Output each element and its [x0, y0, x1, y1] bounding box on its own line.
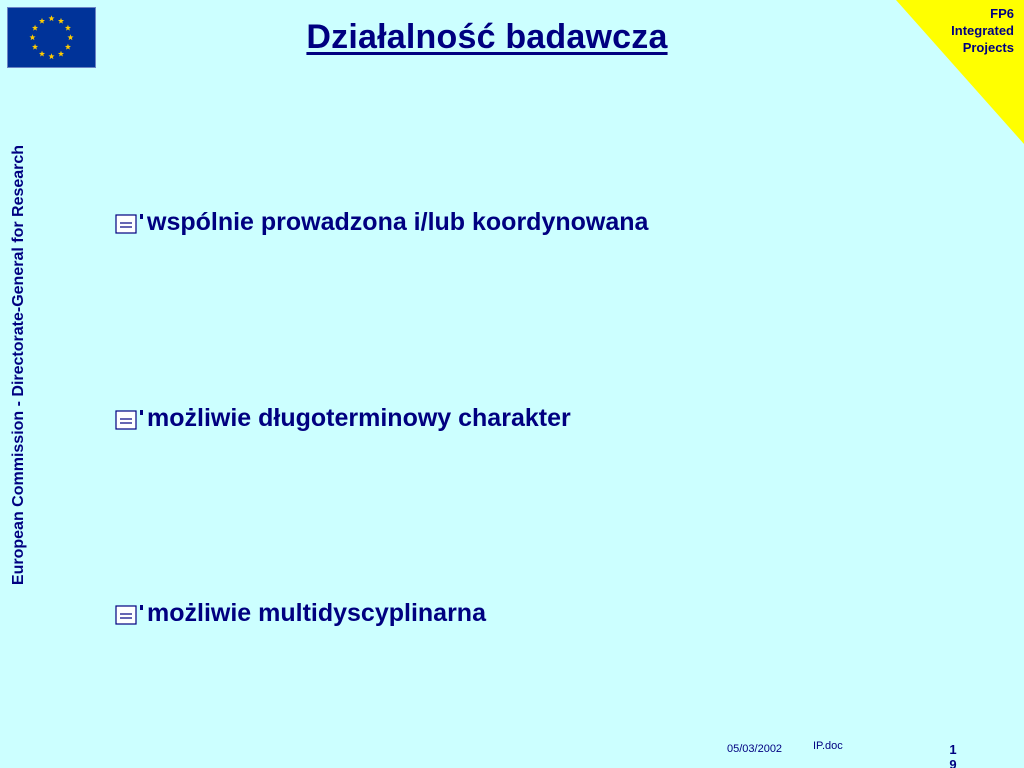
corner-label-line-2: Integrated [951, 23, 1014, 38]
bullet-item-1 [114, 208, 648, 237]
bullet-item-3 [114, 599, 486, 628]
footer-page-number: 19 [949, 742, 957, 768]
bullet-text-3: możliwie multidyscyplinarna [147, 599, 486, 627]
corner-label-line-3: Projects [962, 40, 1014, 55]
footer-date: 05/03/2002 [727, 743, 783, 755]
side-organization-text: European Commission - Directorate-General for Research [10, 144, 27, 586]
bullet-text-1: wspólnie prowadzona i/lub koordynowana [147, 208, 649, 236]
corner-label-line-1: FP6 [990, 6, 1014, 21]
note-bullet-icon [114, 210, 146, 236]
footer-file: IP.doc [813, 740, 843, 752]
note-bullet-icon [114, 601, 146, 627]
corner-label [951, 5, 1014, 56]
note-bullet-icon [114, 406, 146, 432]
bullet-item-2 [114, 404, 571, 433]
slide-title: Działalność badawcza [306, 18, 668, 56]
bullet-text-2: możliwie długoterminowy charakter [147, 404, 571, 432]
